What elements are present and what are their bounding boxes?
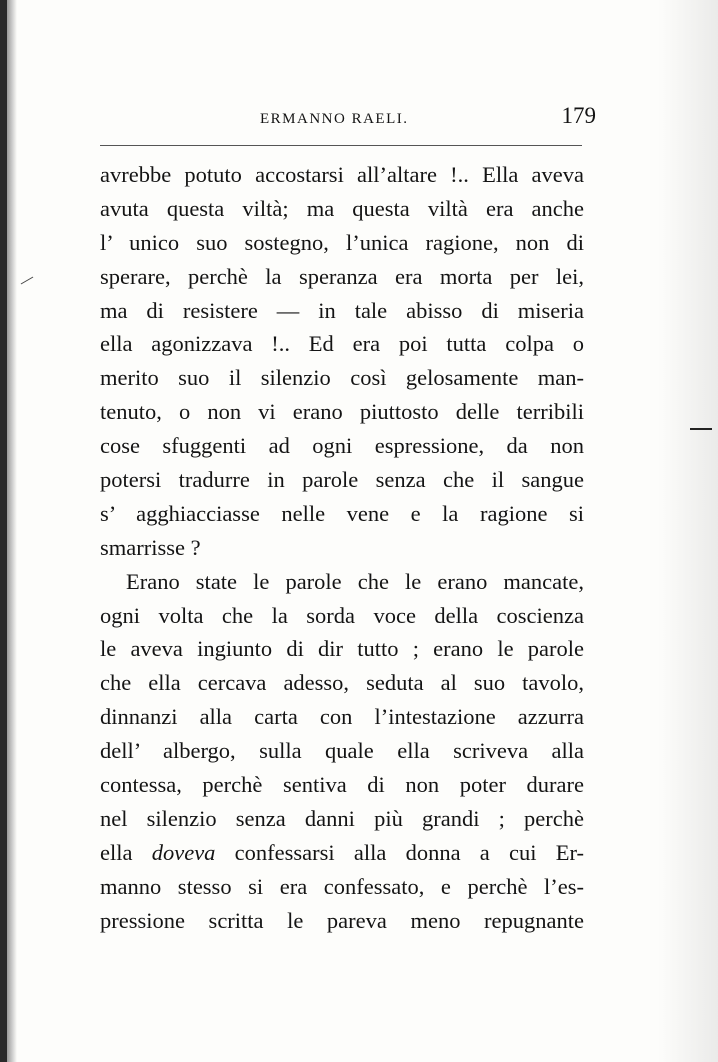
text-line: dell’ albergo, sulla quale ella scriveva alla bbox=[100, 738, 584, 764]
body-text bbox=[100, 158, 584, 937]
text-line: dinnanzi alla carta con l’intestazione azzurra bbox=[100, 704, 584, 730]
text-line: l’ unico suo sostegno, l’unica ragione, non di bbox=[100, 229, 584, 255]
text-line: le aveva ingiunto di dir tutto ; erano le parole bbox=[100, 636, 584, 662]
running-head: ERMANNO RAELI. bbox=[260, 111, 409, 127]
text-line: nel silenzio senza danni più grandi ; perchè bbox=[100, 805, 584, 831]
margin-mark bbox=[21, 277, 34, 285]
page-header bbox=[100, 103, 600, 133]
page-binding-edge bbox=[0, 0, 7, 1062]
text-line: che ella cercava adesso, seduta al suo tavolo, bbox=[100, 670, 584, 696]
text-segment: ella bbox=[100, 839, 152, 865]
binding-shadow bbox=[7, 0, 17, 1062]
text-line: ogni volta che la sorda voce della coscienza bbox=[100, 602, 584, 628]
text-line: cose sfuggenti ad ogni espressione, da non bbox=[100, 433, 584, 459]
text-line: Erano state le parole che le erano mancate, bbox=[126, 568, 584, 594]
text-line bbox=[100, 836, 584, 870]
text-line: ma di resistere — in tale abisso di miseria bbox=[100, 297, 584, 323]
text-segment: confessarsi alla donna a cui Er- bbox=[215, 839, 584, 865]
text-line: s’ agghiacciasse nelle vene e la ragione si bbox=[100, 500, 584, 526]
text-line: manno stesso si era confessato, e perchè l’es- bbox=[100, 873, 584, 899]
text-line: sperare, perchè la speranza era morta per lei, bbox=[100, 263, 584, 289]
text-line: pressione scritta le pareva meno repugnante bbox=[100, 907, 584, 933]
italic-word: doveva bbox=[151, 839, 216, 865]
text-line: ella agonizzava !.. Ed era poi tutta colpa o bbox=[100, 331, 584, 357]
text-line: merito suo il silenzio così gelosamente man- bbox=[100, 365, 584, 391]
text-line: avuta questa viltà; ma questa viltà era anche bbox=[100, 195, 584, 221]
page-edge-shadow bbox=[658, 0, 718, 1062]
header-rule bbox=[100, 145, 582, 146]
page-number: 179 bbox=[561, 103, 596, 128]
text-line: tenuto, o non vi erano piuttosto delle terribili bbox=[100, 399, 584, 425]
text-line: potersi tradurre in parole senza che il sangue bbox=[100, 467, 584, 493]
margin-mark bbox=[690, 428, 712, 430]
text-line: avrebbe potuto accostarsi all’altare !.. Ella aveva bbox=[100, 162, 584, 187]
text-line: contessa, perchè sentiva di non poter durare bbox=[100, 772, 584, 798]
text-line: smarrisse ? bbox=[100, 534, 201, 560]
